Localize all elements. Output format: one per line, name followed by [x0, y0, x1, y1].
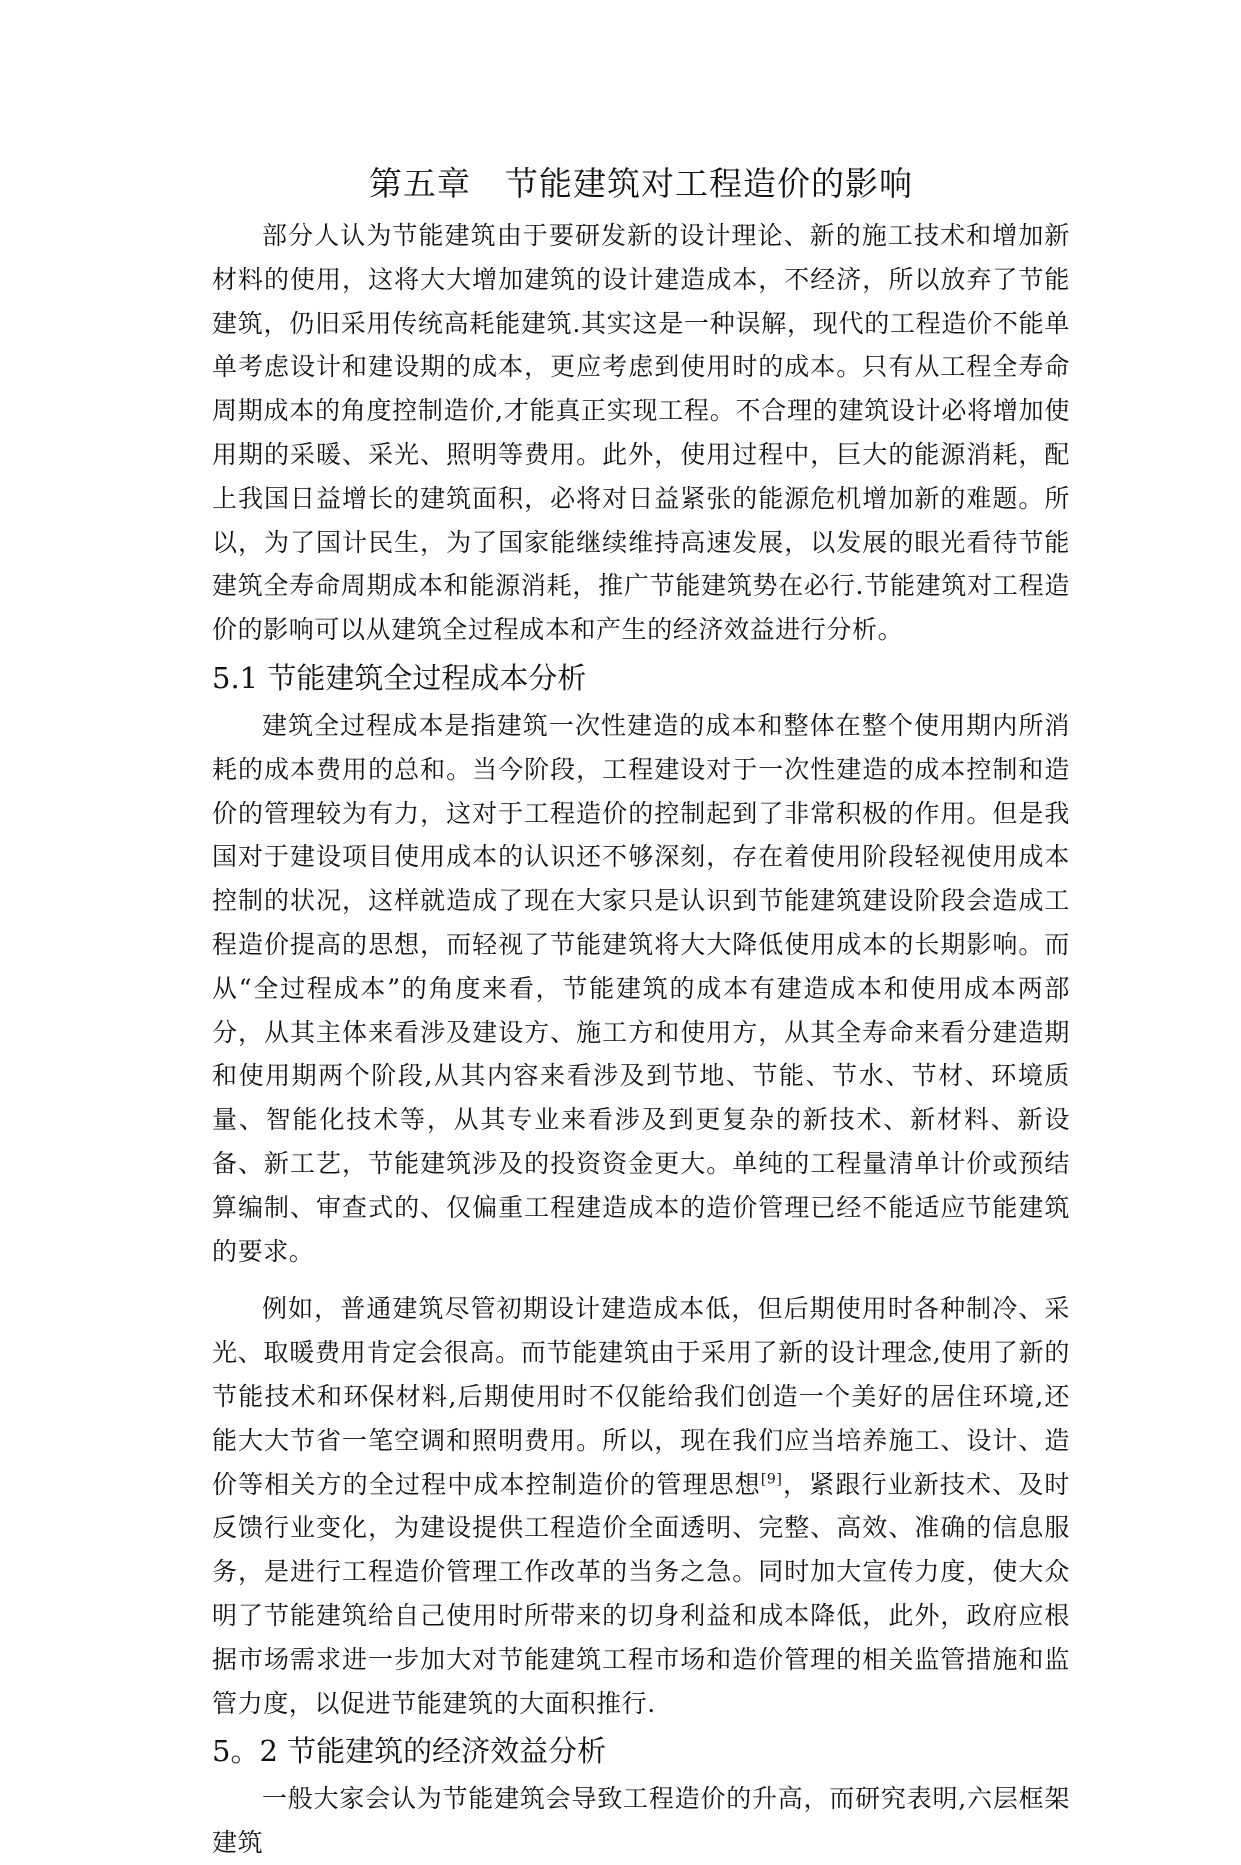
- intro-paragraph: 部分人认为节能建筑由于要研发新的设计理论、新的施工技术和增加新材料的使用，这将大大增加建筑的设计建造成本，不经济，所以放弃了节能建筑，仍旧采用传统高耗能建筑.其实这是一种误解，现代的工程造价不能单单考虑设计和建设期的成本，更应考虑到使用时的成本。只有从工程全寿命周期成本的角度控制造价,才能真正实现工程。不合理的建筑设计必将增加使用期的采暖、采光、照明等费用。此外，使用过程中，巨大的能源消耗，配上我国日益增长的建筑面积，必将对日益紧张的能源危机增加新的难题。所以，为了国计民生，为了国家能继续维持高速发展，以发展的眼光看待节能建筑全寿命周期成本和能源消耗，推广节能建筑势在必行.节能建筑对工程造价的影响可以从建筑全过程成本和产生的经济效益进行分析。: [212, 221, 1070, 645]
- section-5-1-paragraph-2: [212, 1287, 1070, 1725]
- chapter-title: 第五章 节能建筑对工程造价的影响: [369, 164, 913, 203]
- paragraph-text-before-citation: 例如，普通建筑尽管初期设计建造成本低，但后期使用时各种制冷、采光、取暖费用肯定会很高。而节能建筑由于采用了新的设计理念,使用了新的节能技术和环保材料,后期使用时不仅能给我们创造一个美好的居住环境,还能大大节省一笔空调和照明费用。所以，现在我们应当培养施工、设计、造价等相关方的全过程中成本控制造价的管理思想: [212, 1294, 1070, 1499]
- citation-ref: [9]: [760, 1471, 783, 1488]
- section-5-2-paragraph-1: 一般大家会认为节能建筑会导致工程造价的升高，而研究表明,六层框架建筑: [212, 1784, 1070, 1858]
- section-heading-5-2: 5。2 节能建筑的经济效益分析: [212, 1734, 607, 1769]
- paragraph-text-after-citation: ，紧跟行业新技术、及时反馈行业变化，为建设提供工程造价全面透明、完整、高效、准确的信息服务，是进行工程造价管理工作改革的当务之急。同时加大宣传力度，使大众明了节能建筑给自己使用时所带来的切身利益和成本降低，此外，政府应根据市场需求进一步加大对节能建筑工程市场和造价管理的相关监管措施和监管力度，以促进节能建筑的大面积推行.: [212, 1469, 1070, 1718]
- document-page: [212, 162, 1070, 1865]
- section-5-1-paragraph-1: 建筑全过程成本是指建筑一次性建造的成本和整体在整个使用期内所消耗的成本费用的总和。当今阶段，工程建设对于一次性建造的成本控制和造价的管理较为有力，这对于工程造价的控制起到了非常积极的作用。但是我国对于建设项目使用成本的认识还不够深刻，存在着使用阶段轻视使用成本控制的状况，这样就造成了现在大家只是认识到节能建筑建设阶段会造成工程造价提高的思想，而轻视了节能建筑将大大降低使用成本的长期影响。而从“全过程成本”的角度来看，节能建筑的成本有建造成本和使用成本两部分，从其主体来看涉及建设方、施工方和使用方，从其全寿命来看分建造期和使用期两个阶段,从其内容来看涉及到节地、节能、节水、节材、环境质量、智能化技术等，从其专业来看涉及到更复杂的新技术、新材料、新设备、新工艺，节能建筑涉及的投资资金更大。单纯的工程量清单计价或预结算编制、审查式的、仅偏重工程建造成本的造价管理已经不能适应节能建筑的要求。: [212, 710, 1070, 1266]
- section-heading-5-1: 5.1 节能建筑全过程成本分析: [212, 660, 587, 695]
- paragraph-gap: [212, 1273, 1070, 1287]
